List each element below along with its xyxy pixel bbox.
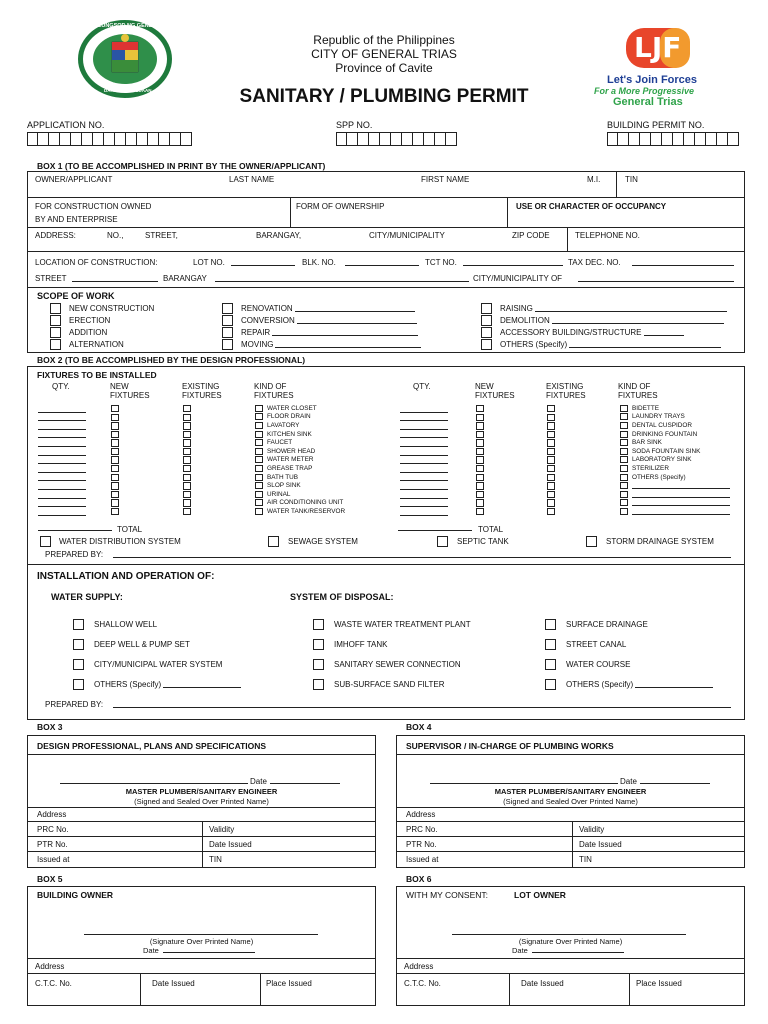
fixture-checkbox[interactable] [620, 422, 628, 429]
header-republic: Republic of the Philippines [313, 33, 455, 47]
scope-checkbox[interactable] [222, 303, 233, 314]
fixture-label: DRINKING FOUNTAIN [632, 430, 698, 438]
mi-label: M.I. [587, 175, 601, 184]
system-label: WATER DISTRIBUTION SYSTEM [59, 537, 181, 546]
box4-label: BOX 4 [406, 722, 432, 732]
box3-issued-at: Issued at [37, 855, 70, 864]
fixture-checkbox[interactable] [620, 431, 628, 438]
water-supply-checkbox[interactable] [73, 659, 84, 670]
qty-lines-left[interactable] [38, 404, 86, 516]
fixture-label: BATH TUB [267, 473, 299, 481]
qty-header-right: QTY. [413, 382, 431, 391]
fixture-label: STERILIZER [632, 464, 669, 472]
scope-checkbox[interactable] [50, 339, 61, 350]
disposal-label: IMHOFF TANK [334, 639, 388, 649]
existing-fixtures-header-left: FIXTURES [182, 391, 222, 400]
scope-field[interactable] [569, 341, 721, 348]
scope-label: RENOVATION [241, 303, 293, 313]
box5-label: BOX 5 [37, 874, 63, 884]
water-supply-options [73, 614, 241, 694]
scope-checkbox[interactable] [481, 315, 492, 326]
disposal-options-1 [313, 614, 471, 694]
scope-field[interactable] [275, 341, 421, 348]
no-label: NO., [107, 231, 124, 240]
kind-fixtures-header-right: FIXTURES [618, 391, 658, 400]
box5-date-field[interactable] [163, 946, 255, 953]
scope-checkbox[interactable] [50, 327, 61, 338]
zip-code-label: ZIP CODE [512, 231, 550, 240]
water-supply-label-item: CITY/MUNICIPAL WATER SYSTEM [94, 659, 223, 669]
fixture-checkbox[interactable] [620, 413, 628, 420]
scope-label: RAISING [500, 303, 533, 313]
total-label-left: TOTAL [117, 525, 143, 534]
disposal-checkbox[interactable] [313, 659, 324, 670]
scope-label: OTHERS (Specify) [500, 339, 568, 349]
existing-header-right: EXISTING [546, 382, 584, 391]
disposal-checkbox[interactable] [545, 659, 556, 670]
fixture-label: SHOWER HEAD [267, 447, 316, 455]
first-name-label: FIRST NAME [421, 175, 470, 184]
disposal-label: SURFACE DRAINAGE [566, 619, 648, 629]
disposal-checkbox[interactable] [313, 679, 324, 690]
blk-no-field[interactable] [345, 259, 419, 266]
box3-ptr: PTR No. [37, 840, 68, 849]
scope-col3 [481, 302, 727, 350]
scope-label: MOVING [241, 339, 274, 349]
tax-dec-no-field[interactable] [632, 259, 734, 266]
building-permit-no-cells[interactable] [607, 132, 739, 146]
form-of-ownership-label: FORM OF OWNERSHIP [296, 202, 385, 211]
application-no-cells[interactable] [27, 132, 192, 146]
box5-place-issued: Place Issued [266, 979, 312, 988]
disposal-other-field[interactable] [635, 681, 713, 688]
fixture-label: URINAL [267, 490, 291, 498]
blk-no-label: BLK. NO. [302, 258, 336, 267]
box4-prc: PRC No. [406, 825, 438, 834]
fixture-checkbox[interactable] [255, 439, 263, 446]
water-supply-checkbox[interactable] [73, 619, 84, 630]
box3-validity: Validity [209, 825, 235, 834]
system-sewage [268, 536, 358, 547]
box4-signed: (Signed and Sealed Over Printed Name) [503, 797, 638, 806]
fixture-checkbox[interactable] [255, 422, 263, 429]
box4-title: SUPERVISOR / IN-CHARGE OF PLUMBING WORKS [406, 741, 614, 751]
fixture-checkbox[interactable] [620, 491, 628, 498]
fixture-label: KITCHEN SINK [267, 430, 312, 438]
prepared-by-label-2: PREPARED BY: [45, 700, 104, 709]
box4-validity: Validity [579, 825, 605, 834]
spp-no-label: SPP NO. [336, 120, 373, 130]
fixture-other-field[interactable] [632, 482, 730, 489]
fixture-label: SLOP SINK [267, 482, 301, 490]
disposal-label: WATER COURSE [566, 659, 631, 669]
box2-title: BOX 2 (TO BE ACCOMPLISHED BY THE DESIGN PROFESSIONAL) [37, 355, 306, 365]
scope-checkbox[interactable] [481, 339, 492, 350]
new-fixtures-header-right: FIXTURES [475, 391, 515, 400]
box4-date-label: Date [620, 777, 637, 786]
installation-title: INSTALLATION AND OPERATION OF: [37, 571, 215, 582]
system-label: SEPTIC TANK [457, 537, 509, 546]
scope-field[interactable] [552, 317, 724, 324]
scope-label: CONVERSION [241, 315, 295, 325]
fixture-label: FAUCET [267, 439, 293, 447]
tax-dec-no-label: TAX DEC. NO. [568, 258, 621, 267]
disposal-label: OTHERS (Specify) [566, 679, 634, 689]
fixtures-title: FIXTURES TO BE INSTALLED [37, 370, 157, 380]
box4-date-issued: Date Issued [579, 840, 622, 849]
fixture-checkbox[interactable] [620, 499, 628, 506]
scope-field[interactable] [295, 305, 415, 312]
fixture-label: WATER CLOSET [267, 404, 317, 412]
disposal-checkbox[interactable] [313, 639, 324, 650]
scope-col2 [222, 302, 421, 350]
disposal-options-2 [545, 614, 713, 694]
logo-line2: For a More Progressive [594, 86, 695, 96]
water-supply-checkbox[interactable] [73, 679, 84, 690]
disposal-label: STREET CANAL [566, 639, 627, 649]
scope-checkbox[interactable] [481, 303, 492, 314]
box4-date-field[interactable] [640, 777, 710, 784]
new-header-right: NEW [475, 382, 494, 391]
box5-title: BUILDING OWNER [37, 890, 114, 900]
prepared-by-label: PREPARED BY: [45, 550, 104, 559]
street-label: STREET, [145, 231, 178, 240]
system-storm-drainage [586, 536, 714, 547]
box5-date-issued: Date Issued [152, 979, 195, 988]
lot-no-field[interactable] [231, 259, 295, 266]
box3-date-label: Date [250, 777, 267, 786]
new-header-left: NEW [110, 382, 129, 391]
page-title: SANITARY / PLUMBING PERMIT [239, 86, 529, 107]
scope-field[interactable] [297, 317, 417, 324]
kind-header-right: KIND OF [618, 382, 651, 391]
box3-signer: MASTER PLUMBER/SANITARY ENGINEER [125, 787, 278, 796]
box3-date-field[interactable] [270, 777, 340, 784]
fixture-label: FLOOR DRAIN [267, 413, 311, 421]
box3-tin: TIN [209, 855, 222, 864]
existing-header-left: EXISTING [182, 382, 220, 391]
box4-ptr: PTR No. [406, 840, 437, 849]
seal-text-bottom: DAKILANG LAGDAAN [104, 88, 152, 93]
water-supply-label-item: SHALLOW WELL [94, 619, 158, 629]
box6-title: LOT OWNER [514, 890, 566, 900]
tct-no-field[interactable] [463, 259, 563, 266]
scope-checkbox[interactable] [222, 339, 233, 350]
disposal-label: WASTE WATER TREATMENT PLANT [334, 619, 471, 629]
fixture-checkbox[interactable] [620, 482, 628, 489]
fixture-checkbox[interactable] [255, 431, 263, 438]
location-label: LOCATION OF CONSTRUCTION: [35, 258, 158, 267]
water-supply-label-item: OTHERS (Specify) [94, 679, 162, 689]
existing-checkboxes-right[interactable] [547, 405, 555, 517]
fixture-checkbox[interactable] [255, 456, 263, 463]
use-or-character-label: USE OR CHARACTER OF OCCUPANCY [516, 202, 667, 211]
box1-title: BOX 1 (TO BE ACCOMPLISHED IN PRINT BY THE OWNER/APPLICANT) [37, 161, 326, 171]
box3-address: Address [37, 810, 67, 819]
box6-label: BOX 6 [406, 874, 432, 884]
tin-label: TIN [625, 175, 638, 184]
scope-label: DEMOLITION [500, 315, 550, 325]
last-name-label: LAST NAME [229, 175, 275, 184]
system-checkbox[interactable] [437, 536, 448, 547]
street2-field[interactable] [72, 275, 158, 282]
fixture-checkbox[interactable] [255, 465, 263, 472]
seal-text-top: LUNGSOD NG GENERAL TRIAS [98, 23, 182, 29]
disposal-label: SUB-SURFACE SAND FILTER [334, 679, 445, 689]
barangay2-field[interactable] [215, 275, 469, 282]
box3-signature-line[interactable] [60, 777, 248, 784]
fixture-label: AIR CONDITIONING UNIT [267, 499, 344, 507]
system-checkbox[interactable] [586, 536, 597, 547]
fixture-label: LABORATORY SINK [632, 456, 692, 464]
total-field-left[interactable] [38, 524, 112, 531]
owner-applicant-label: OWNER/APPLICANT [35, 175, 113, 184]
fixture-checkbox[interactable] [620, 405, 628, 412]
scope-checkbox[interactable] [481, 327, 492, 338]
fixture-checkbox[interactable] [255, 405, 263, 412]
scope-label: ERECTION [69, 315, 111, 325]
box3-date-issued: Date Issued [209, 840, 252, 849]
address-label: ADDRESS: [35, 231, 76, 240]
tct-no-label: TCT NO. [425, 258, 457, 267]
water-supply-label-item: DEEP WELL & PUMP SET [94, 639, 190, 649]
construction-owned-label: FOR CONSTRUCTION OWNED [35, 202, 152, 211]
scope-title: SCOPE OF WORK [37, 291, 115, 301]
fixture-checkbox[interactable] [255, 474, 263, 481]
fixture-label: DENTAL CUSPIDOR [632, 421, 693, 429]
system-septic [437, 536, 509, 547]
system-checkbox[interactable] [40, 536, 51, 547]
water-supply-label: WATER SUPPLY: [51, 592, 123, 602]
scope-checkbox[interactable] [222, 327, 233, 338]
fixture-other-field[interactable] [632, 499, 730, 506]
system-checkbox[interactable] [268, 536, 279, 547]
fixture-checkbox[interactable] [255, 413, 263, 420]
scope-label: REPAIR [241, 327, 271, 337]
fixture-other-field[interactable] [632, 491, 730, 498]
kind-list-left [255, 404, 345, 516]
box4-issued-at: Issued at [406, 855, 439, 864]
box4-tin: TIN [579, 855, 592, 864]
box6-date-label: Date [512, 946, 528, 955]
fixture-label: GREASE TRAP [267, 464, 313, 472]
fixture-checkbox[interactable] [620, 465, 628, 472]
fixture-other-field[interactable] [632, 508, 730, 515]
fixture-label: LAUNDRY TRAYS [632, 413, 685, 421]
existing-fixtures-header-right: FIXTURES [546, 391, 586, 400]
kind-header-left: KIND OF [254, 382, 287, 391]
box3-signed: (Signed and Sealed Over Printed Name) [134, 797, 269, 806]
prepared-by-field[interactable] [113, 551, 731, 558]
scope-checkbox[interactable] [50, 315, 61, 326]
system-label: STORM DRAINAGE SYSTEM [606, 537, 714, 546]
existing-checkboxes-left[interactable] [183, 405, 191, 517]
logo-line1: Let's Join Forces [607, 74, 698, 86]
scope-field[interactable] [272, 329, 418, 336]
disposal-label: SANITARY SEWER CONNECTION [334, 659, 461, 669]
header-province: Province of Cavite [335, 61, 433, 75]
new-checkboxes-right[interactable] [476, 405, 484, 517]
disposal-checkbox[interactable] [545, 639, 556, 650]
total-label-right: TOTAL [478, 525, 504, 534]
fixture-label: BAR SINK [632, 439, 662, 447]
box4-signature-line[interactable] [430, 777, 618, 784]
box5-ctc: C.T.C. No. [35, 979, 72, 988]
by-enterprise-label: BY AND ENTERPRISE [35, 215, 118, 224]
scope-field[interactable] [644, 329, 684, 336]
ljf-logo [594, 24, 750, 109]
scope-col1 [50, 302, 154, 350]
box4-address: Address [406, 810, 436, 819]
scope-label: NEW CONSTRUCTION [69, 303, 155, 313]
fixture-checkbox[interactable] [255, 448, 263, 455]
city-of-field[interactable] [578, 275, 734, 282]
city-municipality-label: CITY/MUNICIPALITY [369, 231, 445, 240]
box6-signature-caption: (Signature Over Printed Name) [518, 937, 623, 946]
fixture-label: SODA FOUNTAIN SINK [632, 447, 701, 455]
barangay2-label: BARANGAY [163, 274, 207, 283]
box6-date-issued: Date Issued [521, 979, 564, 988]
disposal-checkbox[interactable] [545, 679, 556, 690]
system-water-distribution [40, 536, 181, 547]
fixture-checkbox[interactable] [620, 448, 628, 455]
new-checkboxes-left[interactable] [111, 405, 119, 517]
qty-lines-right[interactable] [400, 404, 448, 516]
fixture-checkbox[interactable] [255, 491, 263, 498]
fixture-checkbox[interactable] [620, 456, 628, 463]
box3-label: BOX 3 [37, 722, 63, 732]
scope-label: ACCESSORY BUILDING/STRUCTURE [500, 327, 642, 337]
system-label: SEWAGE SYSTEM [288, 537, 358, 546]
prepared-by-field-2[interactable] [113, 701, 731, 708]
box6-address: Address [404, 962, 434, 971]
box6-place-issued: Place Issued [636, 979, 682, 988]
city-of-label: CITY/MUNICIPALITY OF [473, 274, 563, 283]
box4-signer: MASTER PLUMBER/SANITARY ENGINEER [494, 787, 647, 796]
kind-list-right [620, 404, 730, 516]
street2-label: STREET [35, 274, 67, 283]
scope-field[interactable] [535, 305, 727, 312]
disposal-checkbox[interactable] [545, 619, 556, 630]
scope-label: ADDITION [69, 327, 108, 337]
lot-no-label: LOT NO. [193, 258, 225, 267]
barangay-label: BARANGAY, [256, 231, 302, 240]
box1-location-row [27, 251, 745, 288]
fixture-checkbox[interactable] [255, 499, 263, 506]
telephone-label: TELEPHONE NO. [575, 231, 640, 240]
box6-consent: WITH MY CONSENT: [406, 890, 489, 900]
scope-checkbox[interactable] [222, 315, 233, 326]
scope-label: ALTERNATION [69, 339, 124, 349]
spp-no-cells[interactable] [336, 132, 457, 146]
kind-fixtures-header-left: FIXTURES [254, 391, 294, 400]
box3-title: DESIGN PROFESSIONAL, PLANS AND SPECIFICATIONS [37, 741, 267, 751]
fixture-checkbox[interactable] [255, 482, 263, 489]
new-fixtures-header-left: FIXTURES [110, 391, 150, 400]
box5-date-label: Date [143, 946, 159, 955]
logo-letters: LJF [634, 31, 682, 64]
fixture-checkbox[interactable] [620, 508, 628, 515]
disposal-checkbox[interactable] [313, 619, 324, 630]
fixture-label: OTHERS (Specify) [632, 473, 686, 481]
water-supply-other-field[interactable] [163, 681, 241, 688]
fixture-label: LAVATORY [267, 421, 300, 429]
box5-address: Address [35, 962, 65, 971]
box3-prc: PRC No. [37, 825, 69, 834]
water-supply-checkbox[interactable] [73, 639, 84, 650]
application-no-label: APPLICATION NO. [27, 120, 105, 130]
fixture-label: BIDETTE [632, 404, 659, 412]
header-city: CITY OF GENERAL TRIAS [311, 47, 457, 61]
fixture-label: WATER TANK/RESERVOR [267, 507, 346, 515]
system-of-disposal-label: SYSTEM OF DISPOSAL: [290, 592, 394, 602]
box6-ctc: C.T.C. No. [404, 979, 441, 988]
fixture-label: WATER METER [267, 456, 314, 464]
building-permit-no-label: BUILDING PERMIT NO. [607, 120, 705, 130]
fixture-checkbox[interactable] [255, 508, 263, 515]
scope-checkbox[interactable] [50, 303, 61, 314]
fixture-checkbox[interactable] [620, 474, 628, 481]
fixture-checkbox[interactable] [620, 439, 628, 446]
box5-signature-caption: (Signature Over Printed Name) [149, 937, 254, 946]
total-field-right[interactable] [398, 524, 472, 531]
box6-date-field[interactable] [532, 946, 624, 953]
logo-line3: General Trias [613, 96, 683, 108]
qty-header-left: QTY. [52, 382, 70, 391]
